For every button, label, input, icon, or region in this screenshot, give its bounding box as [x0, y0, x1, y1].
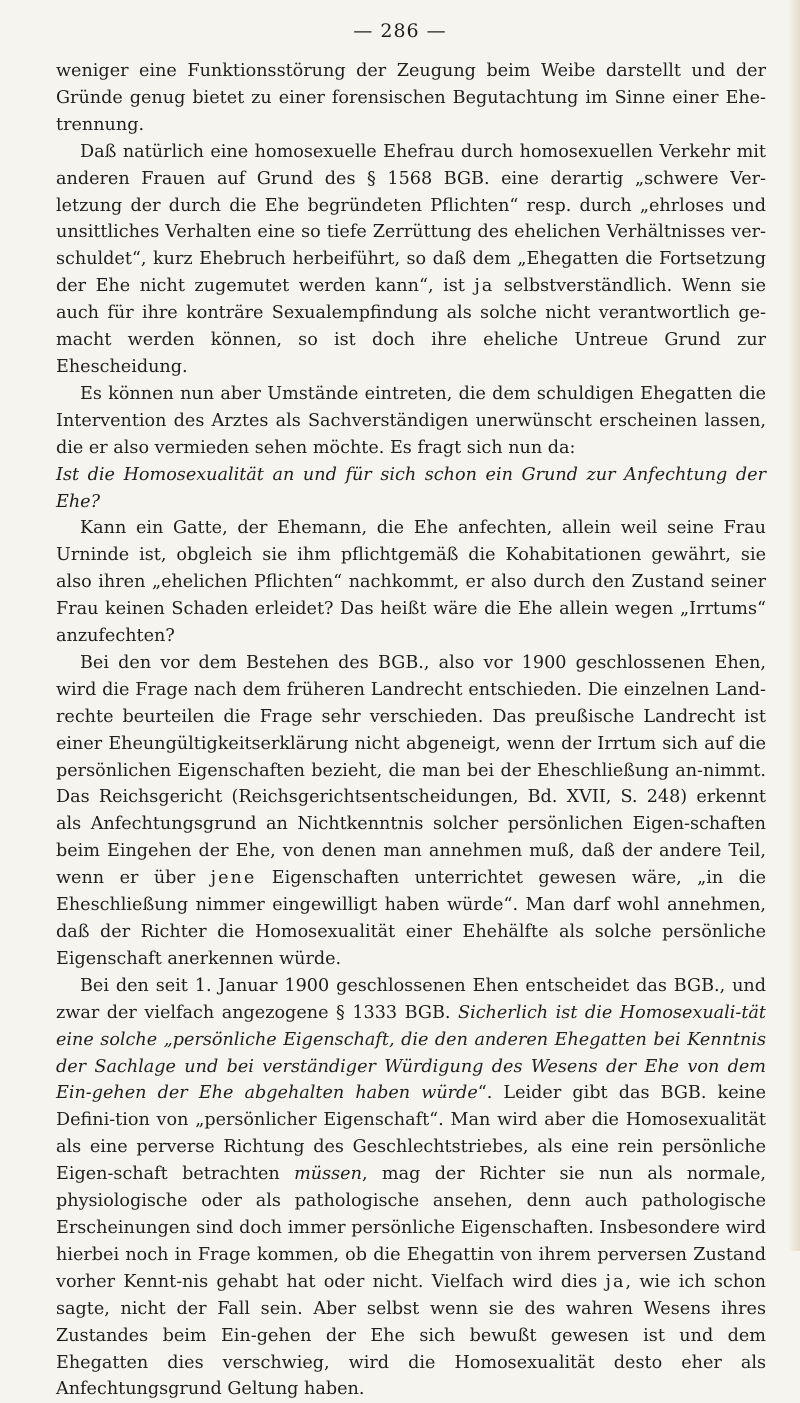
paragraph [56, 139, 766, 381]
text-run: Kann ein Gatte, der Ehemann, die Ehe anfechten, allein weil seine Frau Urninde ist, obgleich sie ihm pflichtgemäß die Kohabitationen gewährt, sie also ihren „ehelichen Pflichten“ nachkommt, er also durch den Zustand seiner Frau keinen Schaden erleidet? Das heißt wäre die Ehe allein wegen „Irrtums“ anzufechten? [56, 518, 766, 647]
text-run: , mag der Richter sie nun als normale, physiologische oder als pathologische ansehen, denn auch pathologische Erscheinungen sind doch immer persönliche Eigenschaften. Insbesondere wird hierbei noch in Frage kommen, ob die Ehegattin von ihrem perversen Zustand vorher Kennt-nis gehabt hat oder nicht. Vielfach wird dies [56, 1164, 766, 1292]
text-run: Daß natürlich eine homosexuelle Ehefrau durch homosexuellen Verkehr mit anderen Frauen auf Grund des § 1568 BGB. eine derartig „schwere Ver-letzung der durch die Ehe begründeten Pflichten“ resp. durch „ehrloses und unsittliches Verhalten eine so tiefe Zerrüttung des ehelichen Verhältnisses ver-schuldet“, kurz Ehebruch herbeiführt, so daß dem „Ehegatten die Fortsetzung der Ehe nicht zugemutet werden kann“, ist [56, 141, 766, 297]
paragraph [56, 381, 766, 462]
page-number-header: — 286 — [353, 20, 447, 42]
section-question-heading [56, 462, 766, 516]
text-run: selbstverständlich. Wenn sie auch für ihre konträre Sexualempfindung als solche nicht verantwortlich ge-macht werden können, so ist doch ihre eheliche Untreue Grund zur Ehescheidung. [56, 276, 766, 377]
text-run: Es können nun aber Umstände eintreten, die dem schuldigen Ehegatten die Intervention des Arztes als Sachverständigen unerwünscht erscheinen lassen, die er also vermieden sehen möchte. Es fragt sich nun da: [56, 383, 766, 458]
text-run: , wie ich schon sagte, nicht der Fall sein. Aber selbst wenn sie des wahren Wesens ihres Zustandes beim Ein-gehen der Ehe sich bewußt gewesen ist und dem Ehegatten dies verschwieg, wird die Homosexualität desto eher als Anfechtungsgrund Geltung haben. [56, 1271, 766, 1400]
text-run: Bei den vor dem Bestehen des BGB., also vor 1900 geschlossenen Ehen, wird die Frage nach dem früheren Landrecht entschieden. Die einzelnen Land-rechte beurteilen die Frage sehr verschieden. Das preußische Landrecht ist einer Eheungültigkeitserklärung nicht abgeneigt, wenn der Irrtum sich auf die persönlichen Eigenschaften bezieht, die man bei der Eheschließung an-nimmt. Das Reichsgericht (Reichsgerichtsentscheidungen, Bd. XVII, S. 248) erkennt als Anfechtungsgrund an Nichtkenntnis solcher persönlichen Eigen-schaften beim Eingehen der Ehe, von denen man annehmen muß, daß der andere Teil, wenn er über [56, 652, 766, 889]
spaced-emphasis: ja [605, 1271, 626, 1292]
text-run: Bei den seit 1. Januar 1900 geschlossenen Ehen entscheidet das BGB., und zwar der vielfach angezogene § 1333 BGB. [56, 975, 766, 1023]
text-run: “. Leider gibt das BGB. keine Defini-tion von „persönlicher Eigenschaft“. Man wird aber die Homosexualität als eine perverse Richtung des Geschlechtstriebes, als eine rein persönliche Eigen-schaft betrachten [56, 1083, 766, 1185]
italic-heading-text: Ist die Homosexualität an und für sich schon ein Grund zur Anfechtung der Ehe? [56, 464, 766, 512]
paragraph [56, 973, 766, 1403]
spaced-emphasis: jene [210, 868, 257, 889]
italic-emphasis: Sicherlich ist die Homosexuali-tät eine solche „persönliche Eigenschaft, die den anderen Ehegatten bei Kenntnis der Sachlage und bei verständiger Würdigung des Wesens der Ehe von dem Ein-gehen der Ehe abgehalten haben würde [56, 1002, 766, 1104]
text-run: weniger eine Funktionsstörung der Zeugung beim Weibe darstellt und der Gründe genug bietet zu einer forensischen Begutachtung im Sinne einer Ehe-trennung. [56, 61, 766, 135]
italic-emphasis: müssen [294, 1164, 362, 1185]
paragraph [56, 515, 766, 650]
text-run: Eigenschaften unterrichtet gewesen wäre, „in die Eheschließung nimmer eingewilligt haben würde“. Man darf wohl annehmen, daß der Richter die Homosexualität einer Ehehälfte als solche persönliche Eigenschaft anerkennen würde. [56, 868, 766, 969]
page-edge [788, 0, 800, 1251]
body-text [56, 58, 766, 1403]
paragraph [56, 650, 766, 973]
spaced-emphasis: ja [474, 276, 495, 297]
paragraph [56, 58, 766, 139]
